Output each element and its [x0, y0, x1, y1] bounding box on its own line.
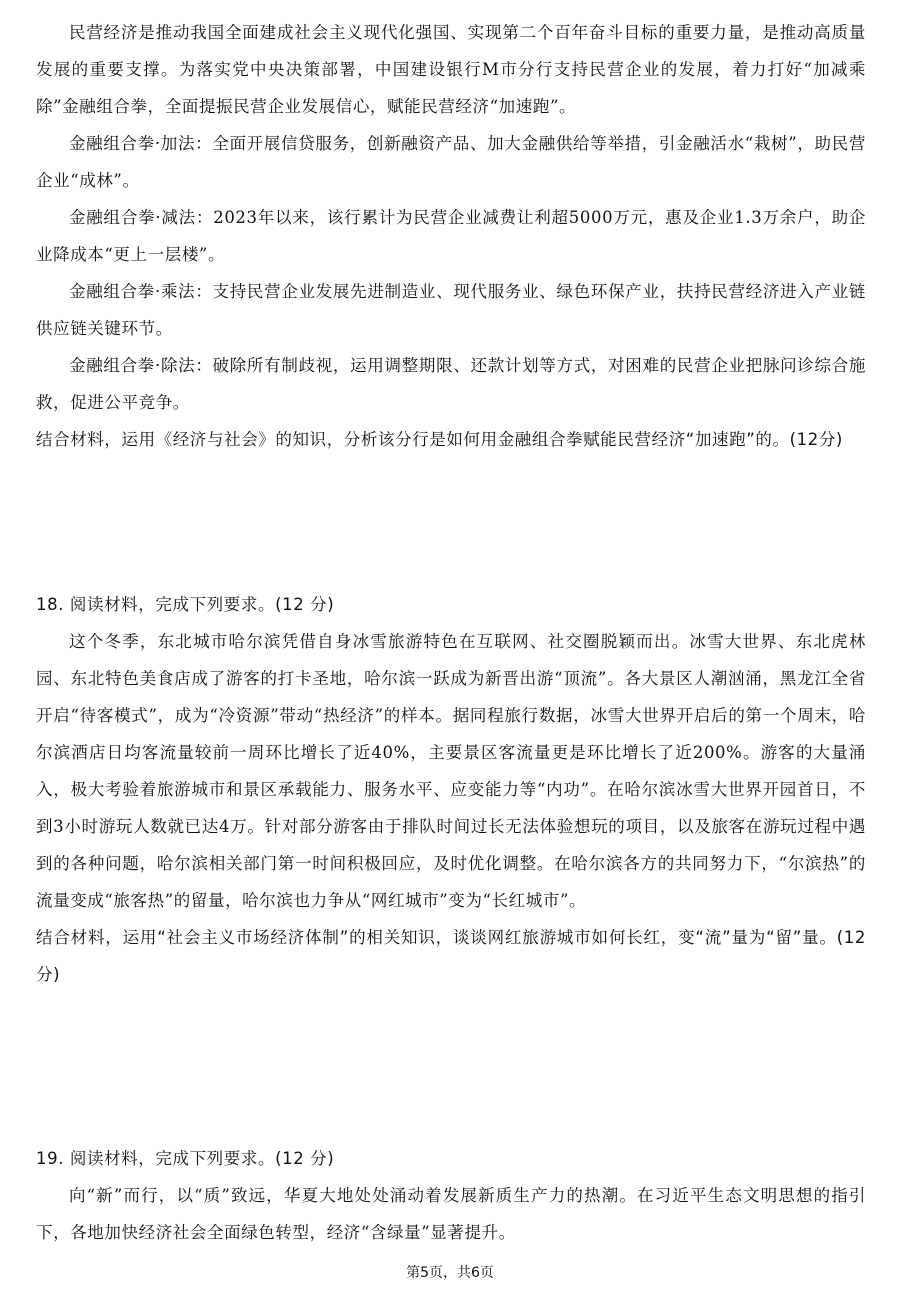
q18-question-prompt: 结合材料，运用“社会主义市场经济体制”的相关知识，谈谈网红旅游城市如何长红，变“流”量为“留”量。(12 分) — [36, 928, 866, 984]
page-number-footer: 第5页，共6页 — [406, 1265, 494, 1281]
q18-material-paragraph: 这个冬季，东北城市哈尔滨凭借自身冰雪旅游特色在互联网、社交圈脱颖而出。冰雪大世界、东北虎林园、东北特色美食店成了游客的打卡圣地，哈尔滨一跃成为新晋出游“顶流”。各大景区人潮汹涌，黑龙江全省开启“待客模式”，成为“冷资源”带动“热经济”的样本。据同程旅行数据，冰雪大世界开启后的第一个周末，哈尔滨酒店日均客流量较前一周环比增长了近40%，主要景区客流量更是环比增长了近200%。游客的大量涌入，极大考验着旅游城市和景区承载能力、服务水平、应变能力等“内功”。在哈尔滨冰雪大世界开园首日，不到3小时游玩人数就已达4万。针对部分游客由于排队时间过长无法体验想玩的项目，以及旅客在游玩过程中遇到的各种问题，哈尔滨相关部门第一时间积极回应，及时优化调整。在哈尔滨各方的共同努力下，“尔滨热”的流量变成“旅客热”的留量，哈尔滨也力争从“网红城市”变为“长红城市”。 — [36, 632, 866, 910]
q17-addition-paragraph: 金融组合拳·加法：全面开展信贷服务，创新融资产品、加大金融供给等举措，引金融活水“栽树”，助民营企业“成林”。 — [36, 134, 866, 190]
question-17-material — [36, 14, 866, 458]
q17-subtraction-paragraph: 金融组合拳·减法：2023年以来，该行累计为民营企业减费让利超5000万元，惠及企业1.3万余户，助企业降成本“更上一层楼”。 — [36, 208, 866, 264]
q19-material-paragraph: 向“新”而行，以“质”致远，华夏大地处处涌动着发展新质生产力的热潮。在习近平生态文明思想的指引下，各地加快经济社会全面绿色转型，经济“含绿量”显著提升。 — [36, 1186, 866, 1242]
question-18 — [36, 586, 866, 993]
q19-heading: 19. 阅读材料，完成下列要求。(12 分) — [36, 1149, 335, 1168]
question-19 — [36, 1140, 866, 1251]
q18-heading: 18. 阅读材料，完成下列要求。(12 分) — [36, 595, 335, 614]
q17-multiplication-paragraph: 金融组合拳·乘法：支持民营企业发展先进制造业、现代服务业、绿色环保产业，扶持民营经济进入产业链供应链关键环节。 — [36, 282, 866, 338]
q17-question-prompt: 结合材料，运用《经济与社会》的知识，分析该分行是如何用金融组合拳赋能民营经济“加速跑”的。(12分) — [36, 430, 843, 449]
q17-intro-paragraph: 民营经济是推动我国全面建成社会主义现代化强国、实现第二个百年奋斗目标的重要力量，是推动高质量发展的重要支撑。为落实党中央决策部署，中国建设银行M市分行支持民营企业的发展，着力打好“加减乘除”金融组合拳，全面提振民营企业发展信心，赋能民营经济“加速跑”。 — [36, 23, 866, 116]
q17-division-paragraph: 金融组合拳·除法：破除所有制歧视，运用调整期限、还款计划等方式，对困难的民营企业把脉问诊综合施救，促进公平竞争。 — [36, 356, 866, 412]
